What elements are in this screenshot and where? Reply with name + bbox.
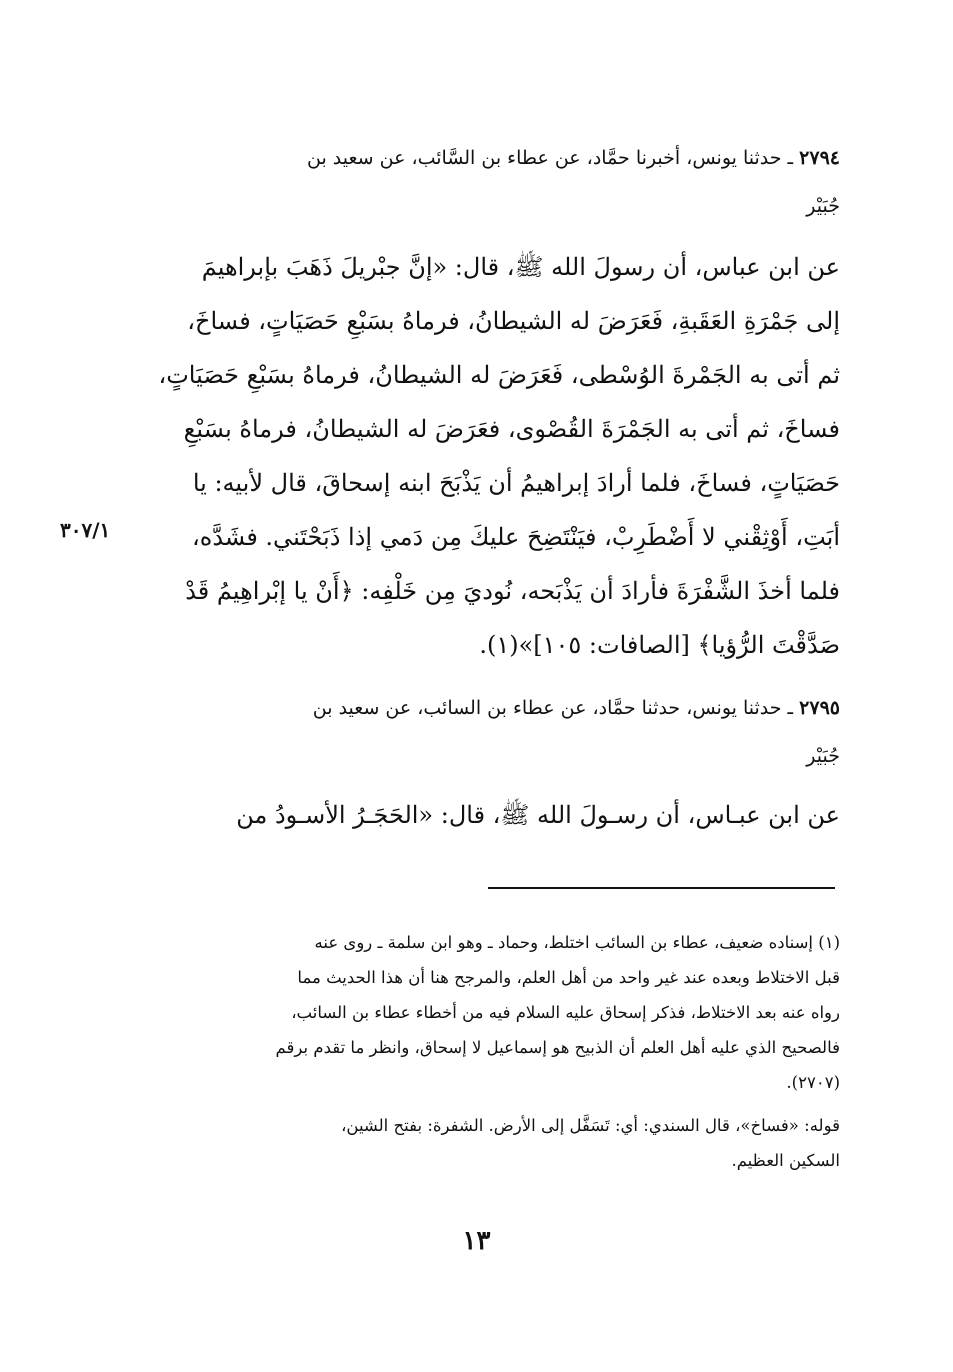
matn-line: فلما أخذَ الشَّفْرَةَ فأرادَ أن يَذْبَحه، نُوديَ مِن خَلْفِه: ﴿أَنْ يا إبْراهِيمُ قَدْ xyxy=(185,577,840,605)
isnad-line xyxy=(140,134,840,182)
matn-line: ثم أتى به الجَمْرةَ الوُسْطى، فَعَرَضَ له الشيطانُ، فرماهُ بسَبْعِ حَصَيَاتٍ، xyxy=(158,361,840,389)
footnote-line: (٢٧٠٧). xyxy=(786,1073,840,1092)
page-number: ١٣ xyxy=(462,1226,491,1256)
footnote-line: قبل الاختلاط وبعده عند غير واحد من أهل العلم، والمرجح هنا أن هذا الحديث مما xyxy=(297,968,840,987)
matn-line: أبَتِ، أَوْثِقْني لا أَضْطَرِبْ، فيَنْتَضِحَ عليكَ مِن دَمي إذا ذَبَحْتَني. فشَدَّه، xyxy=(192,523,840,551)
footnote-line: (١) إسناده ضعيف، عطاء بن السائب اختلط، وحماد ـ وهو ابن سلمة ـ روى عنه xyxy=(314,933,840,952)
hadith-number: ٢٧٩٥ xyxy=(799,697,840,719)
footnotes xyxy=(138,925,840,1178)
footnote-line: السكين العظيم. xyxy=(731,1151,840,1170)
footnote-gap xyxy=(138,1100,840,1108)
hadith-number: ٢٧٩٤ xyxy=(799,147,840,169)
matn-line: عن ابن عبـاس، أن رسـولَ الله ﷺ، قال: «الحَجَـرُ الأسـودُ من xyxy=(236,801,840,829)
hadith-2794-isnad xyxy=(140,134,840,230)
footnote-line: رواه عنه بعد الاختلاط، فذكر إسحاق عليه السلام فيه من أخطاء عطاء بن السائب، xyxy=(291,1003,840,1022)
footnote-line: قوله: «فساخ»، قال السندي: أي: تَسَفَّل إلى الأرض. الشفرة: بفتح الشين، xyxy=(341,1116,840,1135)
isnad-line: جُبَيْر xyxy=(806,745,840,767)
isnad-text: ـ حدثنا يونس، أخبرنا حمَّاد، عن عطاء بن السَّائب، عن سعيد بن xyxy=(306,147,794,169)
footnote-separator xyxy=(488,887,835,889)
footnote-line: فالصحيح الذي عليه أهل العلم أن الذبيح هو إسماعيل لا إسحاق، وانظر ما تقدم برقم xyxy=(275,1038,840,1057)
hadith-2795-isnad xyxy=(140,684,840,780)
matn-line: عن ابن عباس، أن رسولَ الله ﷺ، قال: «إنَّ جبْريلَ ذَهَبَ بإبراهيمَ xyxy=(201,253,840,281)
matn-line: إلى جَمْرَةِ العَقَبةِ، فَعَرَضَ له الشيطانُ، فرماهُ بسَبْعِ حَصَيَاتٍ، فساخَ، xyxy=(187,307,840,335)
hadith-2795-matn xyxy=(138,788,840,842)
isnad-text: ـ حدثنا يونس، حدثنا حمَّاد، عن عطاء بن السائب، عن سعيد بن xyxy=(312,697,794,719)
isnad-line: جُبَيْر xyxy=(806,195,840,217)
matn-line: صَدَّقْتَ الرُّؤيا﴾ [الصافات: ١٠٥]»(١). xyxy=(479,631,840,659)
isnad-line xyxy=(140,684,840,732)
hadith-2794-matn xyxy=(138,240,840,672)
matn-line: فساخَ، ثم أتى به الجَمْرَةَ القُصْوى، فعَرَضَ له الشيطانُ، فرماهُ بسَبْعِ xyxy=(183,415,840,443)
margin-reference: ٣٠٧/١ xyxy=(60,518,111,542)
matn-line: حَصَيَاتٍ، فساخَ، فلما أرادَ إبراهيمُ أن يَذْبَحَ ابنه إسحاقَ، قال لأبيه: يا xyxy=(192,469,840,497)
